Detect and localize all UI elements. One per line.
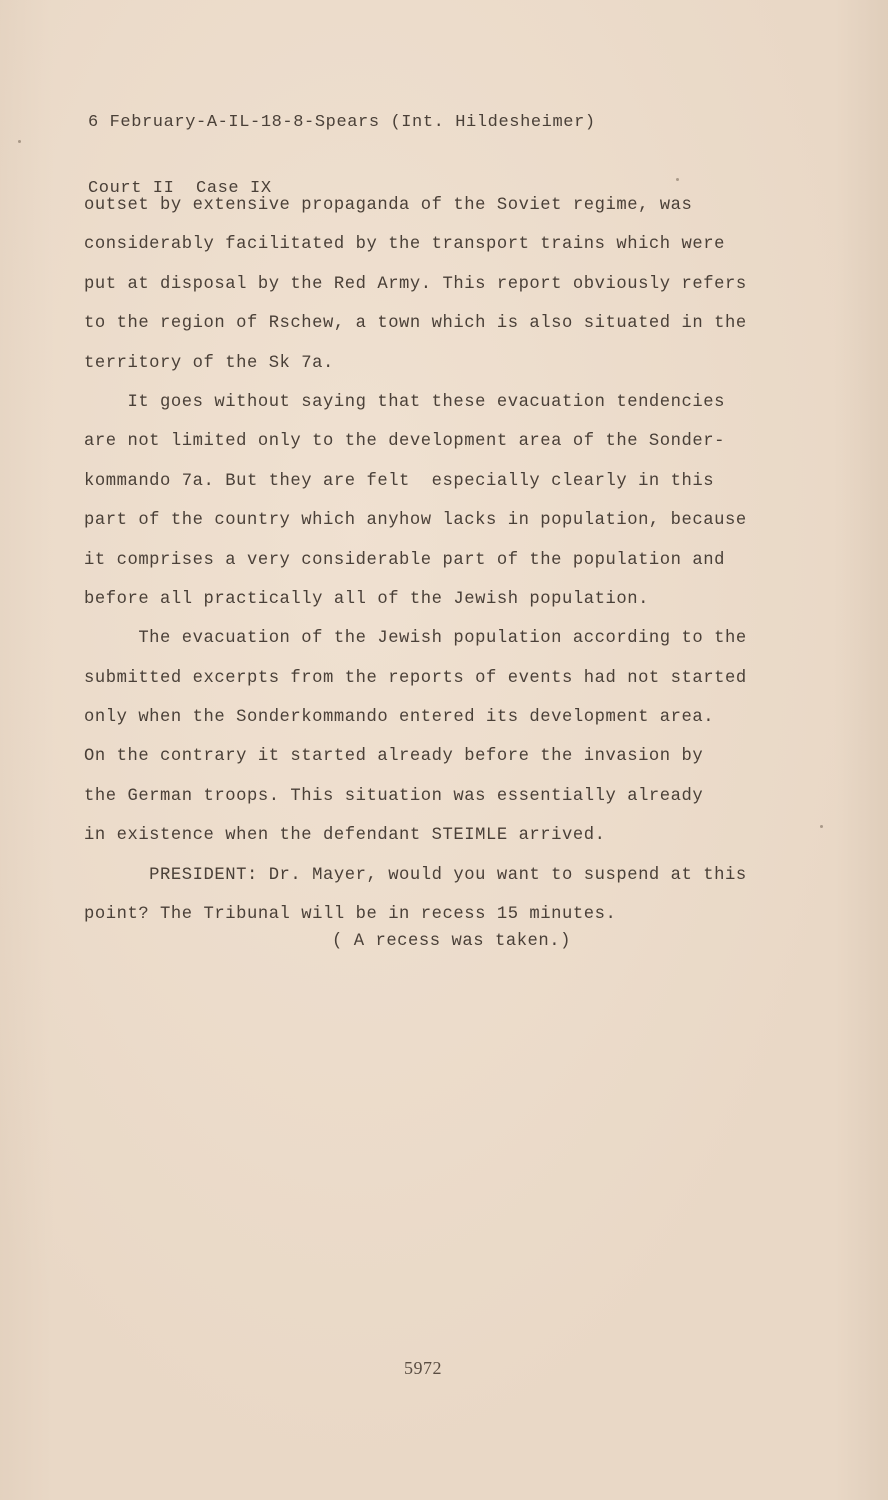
body-line: considerably facilitated by the transport trains which were [84,235,725,255]
body-line: put at disposal by the Red Army. This report obviously refers [84,274,747,294]
page-number: 5972 [404,1358,442,1378]
body-line: On the contrary it started already before the invasion by [84,747,704,767]
body-line: in existence when the defendant STEIMLE arrived. [84,826,606,846]
body-line: PRESIDENT: Dr. Mayer, would you want to suspend at this [84,865,747,885]
paper-speck [820,825,823,828]
body-line: submitted excerpts from the reports of events had not started [84,668,747,688]
body-line: to the region of Rschew, a town which is also situated in the [84,314,747,334]
body-line: only when the Sonderkommando entered its development area. [84,708,715,728]
header-court-line: Court II Case IX [88,179,272,198]
body-line: territory of the Sk 7a. [84,353,334,373]
body-line: outset by extensive propaganda of the Soviet regime, was [84,196,693,215]
body-line: point? The Tribunal will be in recess 15 minutes. [84,905,617,925]
paper-speck [18,140,21,143]
paper-speck [676,178,679,181]
body-line: The evacuation of the Jewish population according to the [84,629,747,649]
body-line: kommando 7a. But they are felt especially clearly in this [84,471,715,491]
transcript-body [84,186,814,934]
body-line: are not limited only to the development area of the Sonder- [84,432,725,452]
body-line: It goes without saying that these evacuation tendencies [84,392,725,412]
body-line: the German troops. This situation was essentially already [84,786,704,806]
body-line: it comprises a very considerable part of the population and [84,550,725,570]
body-line: before all practically all of the Jewish population. [84,589,649,609]
recess-note: ( A recess was taken.) [332,932,572,951]
header-date-line: 6 February-A-IL-18-8-Spears (Int. Hildesheimer) [88,113,596,132]
body-line: part of the country which anyhow lacks in population, because [84,511,747,531]
